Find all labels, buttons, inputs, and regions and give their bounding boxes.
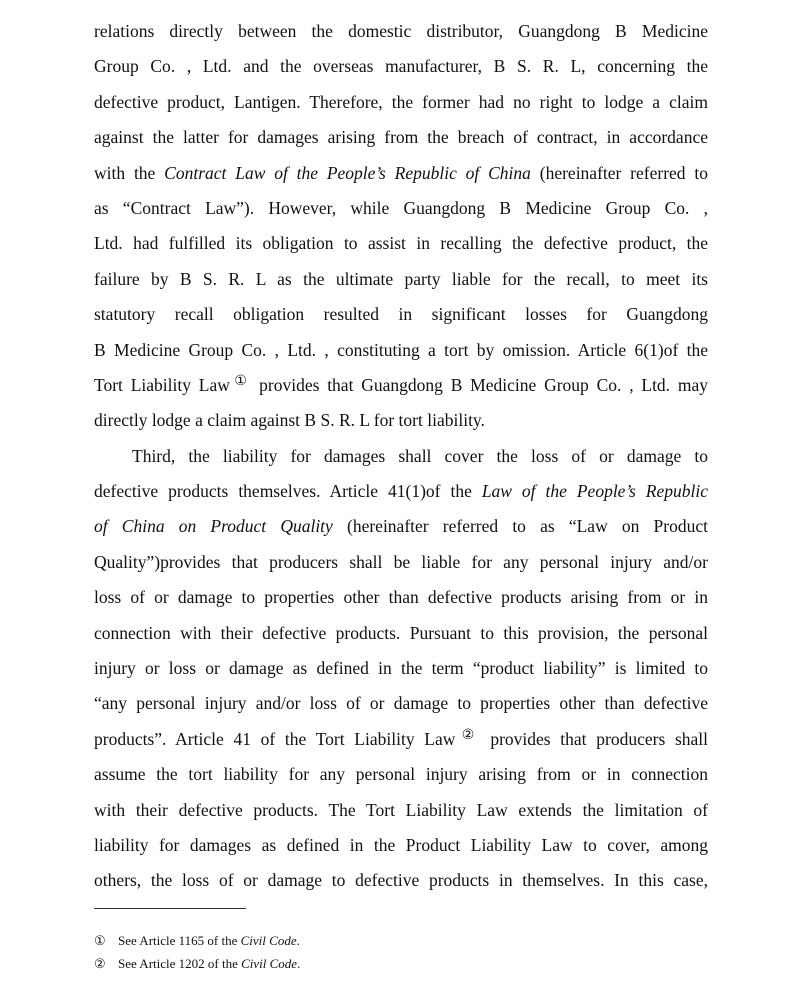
text-line: relations directly between the domestic distributor, Guangdong B Medicine: [94, 21, 708, 41]
text-line: loss of or damage to properties other than defective products arising from or in: [94, 587, 708, 608]
text-run: provides that Guangdong B Medicine Group Co. , Ltd. may: [259, 374, 708, 395]
footnote-title: Civil Code: [240, 933, 297, 948]
contract-law-title: Contract Law of the People’s Republic of China: [164, 162, 531, 183]
footnote-marker: ②: [94, 956, 106, 971]
text-line: failure by B S. R. L as the ultimate party liable for the recall, to meet its: [94, 268, 708, 289]
product-quality-law-title: of China on Product Quality: [94, 516, 333, 537]
text-line: statutory recall obligation resulted in significant losses for Guangdong: [94, 304, 708, 325]
footnote-end: .: [297, 956, 301, 971]
text-line: Third, the liability for damages shall cover the loss of or damage to: [132, 445, 708, 466]
text-run: defective products themselves. Article 41(1)of the: [94, 481, 482, 502]
text-line: assume the tort liability for any personal injury arising from or in connection: [94, 764, 708, 785]
text-line: Ltd. had fulfilled its obligation to assist in recalling the defective product, the: [94, 233, 708, 254]
text-line: directly lodge a claim against B S. R. L for tort liability.: [94, 410, 485, 431]
footnote-2: [94, 952, 708, 975]
product-quality-law-title: Law of the People’s Republic: [481, 481, 708, 502]
paragraph-2: [94, 439, 708, 899]
footnote-end: .: [296, 933, 300, 948]
text-line: “any personal injury and/or loss of or damage to properties other than defective: [94, 693, 708, 714]
text-line: liability for damages as defined in the Product Liability Law to cover, among: [94, 834, 708, 855]
paragraph-1: [94, 14, 708, 439]
text-run: Tort Liability Law: [94, 374, 230, 395]
text-line: as “Contract Law”). However, while Guangdong B Medicine Group Co. ,: [94, 197, 708, 218]
text-line: defective product, Lantigen. Therefore, the former had no right to lodge a claim: [94, 91, 708, 112]
footnotes: [94, 929, 708, 975]
text-run: (hereinafter referred to as “Law on Product: [347, 516, 708, 537]
footnote-marker: ①: [94, 933, 106, 948]
footnote-title: Civil Code: [241, 956, 298, 971]
text-line: Quality”)provides that producers shall be liable for any personal injury and/or: [94, 551, 708, 572]
page-body: [94, 14, 708, 899]
text-line: others, the loss of or damage to defective products in themselves. In this case,: [94, 870, 708, 891]
text-line: [94, 368, 708, 403]
text-line: with their defective products. The Tort Liability Law extends the limitation of: [94, 799, 708, 820]
text-run: with the: [94, 162, 165, 183]
text-line: B Medicine Group Co. , Ltd. , constituting a tort by omission. Article 6(1)of the: [94, 339, 708, 360]
text-line: against the latter for damages arising from the breach of contract, in accordance: [94, 127, 708, 148]
text-run: provides that producers shall: [490, 728, 709, 749]
footnote-ref-1[interactable]: ①: [230, 373, 251, 389]
text-line: injury or loss or damage as defined in the term “product liability” is limited to: [94, 658, 708, 679]
text-run: (hereinafter referred to: [539, 162, 708, 183]
text-line: [94, 474, 708, 509]
footnote-divider: [94, 908, 246, 909]
text-line: [94, 156, 708, 191]
text-line: [94, 722, 708, 757]
footnote-1: [94, 929, 708, 952]
text-line: Group Co. , Ltd. and the overseas manufacturer, B S. R. L, concerning the: [94, 56, 708, 77]
footnote-text: See Article 1165 of the: [118, 933, 241, 948]
text-line: connection with their defective products. Pursuant to this provision, the personal: [94, 622, 708, 643]
text-run: products”. Article 41 of the Tort Liability Law: [94, 728, 456, 749]
text-line: [94, 509, 708, 544]
footnote-text: See Article 1202 of the: [118, 956, 242, 971]
footnote-ref-2[interactable]: ②: [456, 727, 480, 743]
